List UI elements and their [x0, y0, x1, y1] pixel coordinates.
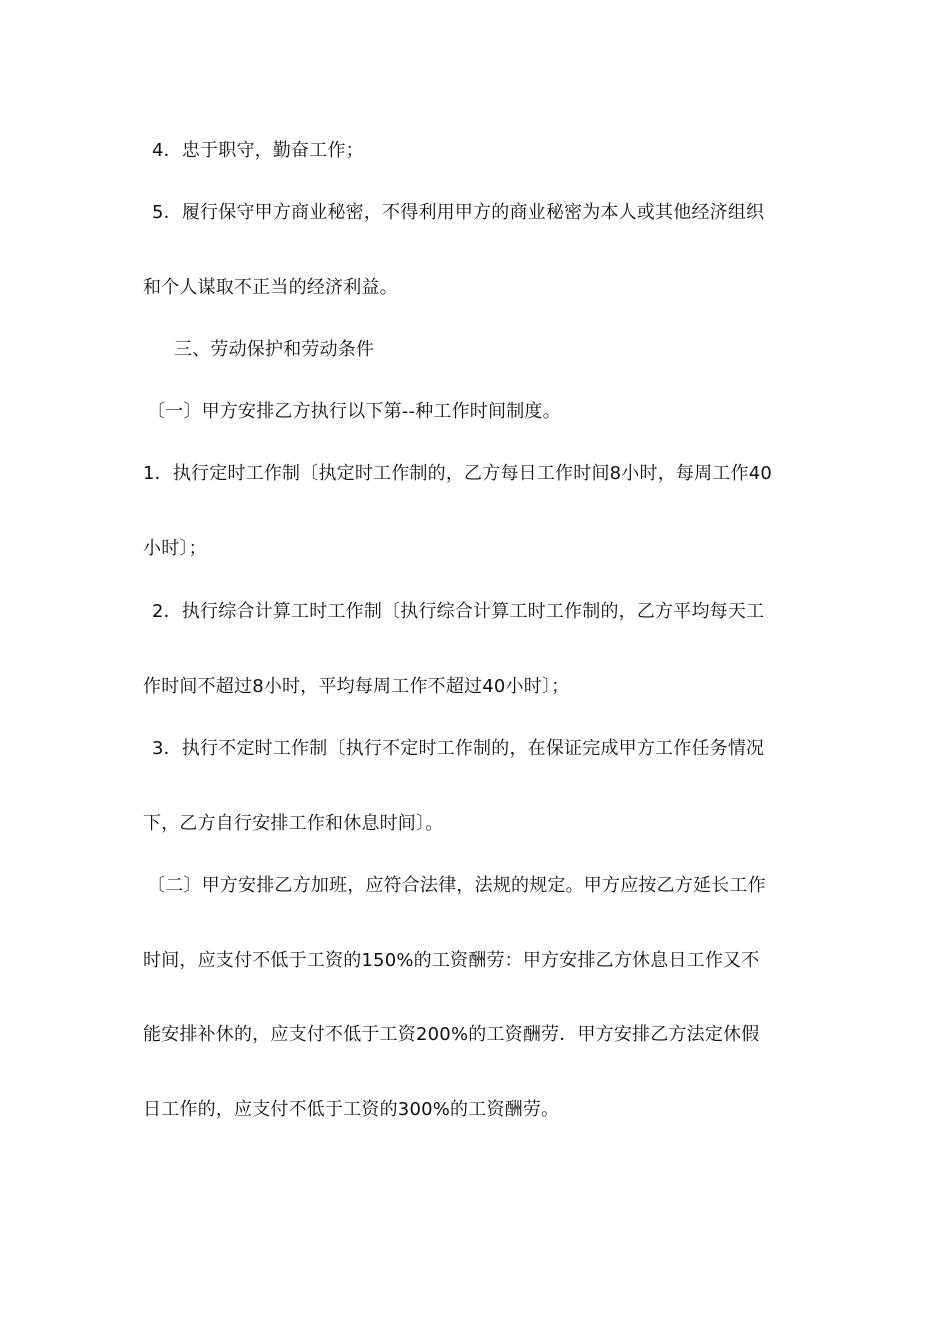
- text-line: 〔一〕甲方安排乙方执行以下第--种工作时间制度。: [147, 401, 561, 422]
- text-line: 4．忠于职守，勤奋工作；: [152, 140, 364, 161]
- text-line: 1．执行定时工作制〔执定时工作制的，乙方每日工作时间8小时，每周工作40: [143, 463, 773, 484]
- text-line: 2．执行综合计算工时工作制〔执行综合计算工时工作制的，乙方平均每天工: [152, 601, 765, 622]
- text-line: 〔二〕甲方安排乙方加班，应符合法律，法规的规定。甲方应按乙方延长工作: [147, 875, 766, 896]
- text-line: 日工作的，应支付不低于工资的300%的工资酬劳。: [143, 1099, 560, 1120]
- text-line: 作时间不超过8小时，平均每周工作不超过40小时〕；: [143, 676, 570, 697]
- text-line: 3．执行不定时工作制〔执行不定时工作制的，在保证完成甲方工作任务情况: [152, 738, 765, 759]
- text-line: 小时〕；: [143, 538, 207, 559]
- text-line: 时间，应支付不低于工资的150%的工资酬劳：甲方安排乙方休息日工作又不: [143, 950, 760, 971]
- text-line: 5．履行保守甲方商业秘密，不得利用甲方的商业秘密为本人或其他经济组织: [152, 202, 765, 223]
- text-line: 能安排补休的，应支付不低于工资200%的工资酬劳．甲方安排乙方法定休假: [143, 1024, 760, 1045]
- section-heading: 三、劳动保护和劳动条件: [174, 339, 375, 360]
- text-line: 下，乙方自行安排工作和休息时间〕。: [143, 813, 444, 834]
- text-line: 和个人谋取不正当的经济利益。: [143, 277, 398, 298]
